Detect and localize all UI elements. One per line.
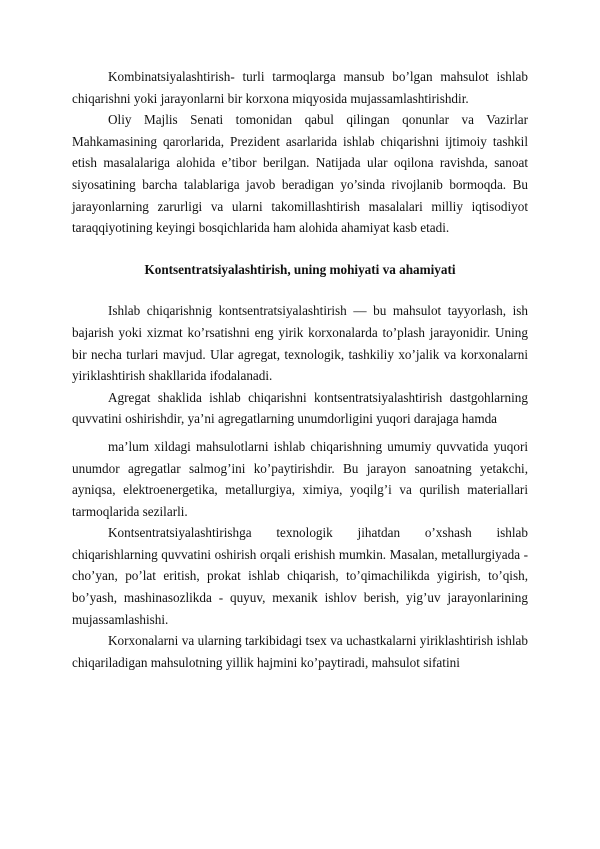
paragraph-aggregate-form: Agregat shaklida ishlab chiqarishni kontsentratsiyalashtirish dastgohlarning quvvatini oshirishdir, ya’ni agregatlarning unumdorligini yuqori darajaga hamda (72, 389, 528, 427)
document-page (72, 66, 528, 673)
paragraph-enterprises: Korxonalarni va ularning tarkibidagi tsex va uchastkalarni yiriklashtirish ishlab chiqariladigan mahsulotning yillik hajmini ko’paytiradi, mahsulot sifatini (72, 633, 528, 670)
paragraph-combination: Kombinatsiyalashtirish- turli tarmoqlarga mansub bo’lgan mahsulot ishlab chiqarishni yoki jarayonlarni bir korxona miqyosida mujassamlashtirishdir. (72, 69, 528, 106)
paragraph-technological: Kontsentratsiyalashtirishga texnologik jihatdan o’xshash ishlab chiqarishlarning quvvatini oshirish orqali erishish mumkin. Masalan, metallurgiyada - cho’yan, po’lat eritish, prokat ishlab chiqarish, to’qimachilikda yigirish, to’qish, bo’yash, mashinasozlikda - quyuv, mexanik ishlov berish, yig’uv jarayonlarining mujassamlashishi. (72, 525, 528, 627)
section-heading: Kontsentratsiyalashtirish, uning mohiyati va ahamiyati (144, 261, 456, 277)
paragraph-aggregate-continued: ma’lum xildagi mahsulotlarni ishlab chiqarishning umumiy quvvatida yuqori unumdor agregatlar salmog’ini ko’paytirishdir. Bu jarayon sanoatning yetakchi, ayniqsa, elektroenergetika, metallurgiya, ximiya, yoqilg’i va qurilish materiallari tarmoqlarida sezilarli. (72, 438, 528, 519)
paragraph-senate: Oliy Majlis Senati tomonidan qabul qilingan qonunlar va Vazirlar Mahkamasining qarorlarida, Prezident asarlarida ishlab chiqarishni ijtimoiy tashkil etish masalalariga alohida e’tibor berilgan. Natijada ular oqilona ravishda, sanoat siyosatining barcha talablariga javob beradigan yo’sinda rivojlanib bormoqda. Bu jarayonlarning zarurligi va ularni takomillashtirish masalalari milliy iqtisodiyot taraqqiyotining keyingi bosqichlarida ham alohida ahamiyat kasb etadi. (72, 112, 528, 236)
paragraph-concentration-definition: Ishlab chiqarishnig kontsentratsiyalashtirish — bu mahsulot tayyorlash, ish bajarish yoki xizmat ko’rsatishni eng yirik korxonalarda to’plash jarayonidir. Uning bir necha turlari mavjud. Ular agregat, texnologik, tashkiliy xo’jalik va korxonalarni yiriklashtirish shakllarida ifodalanadi. (72, 303, 528, 384)
